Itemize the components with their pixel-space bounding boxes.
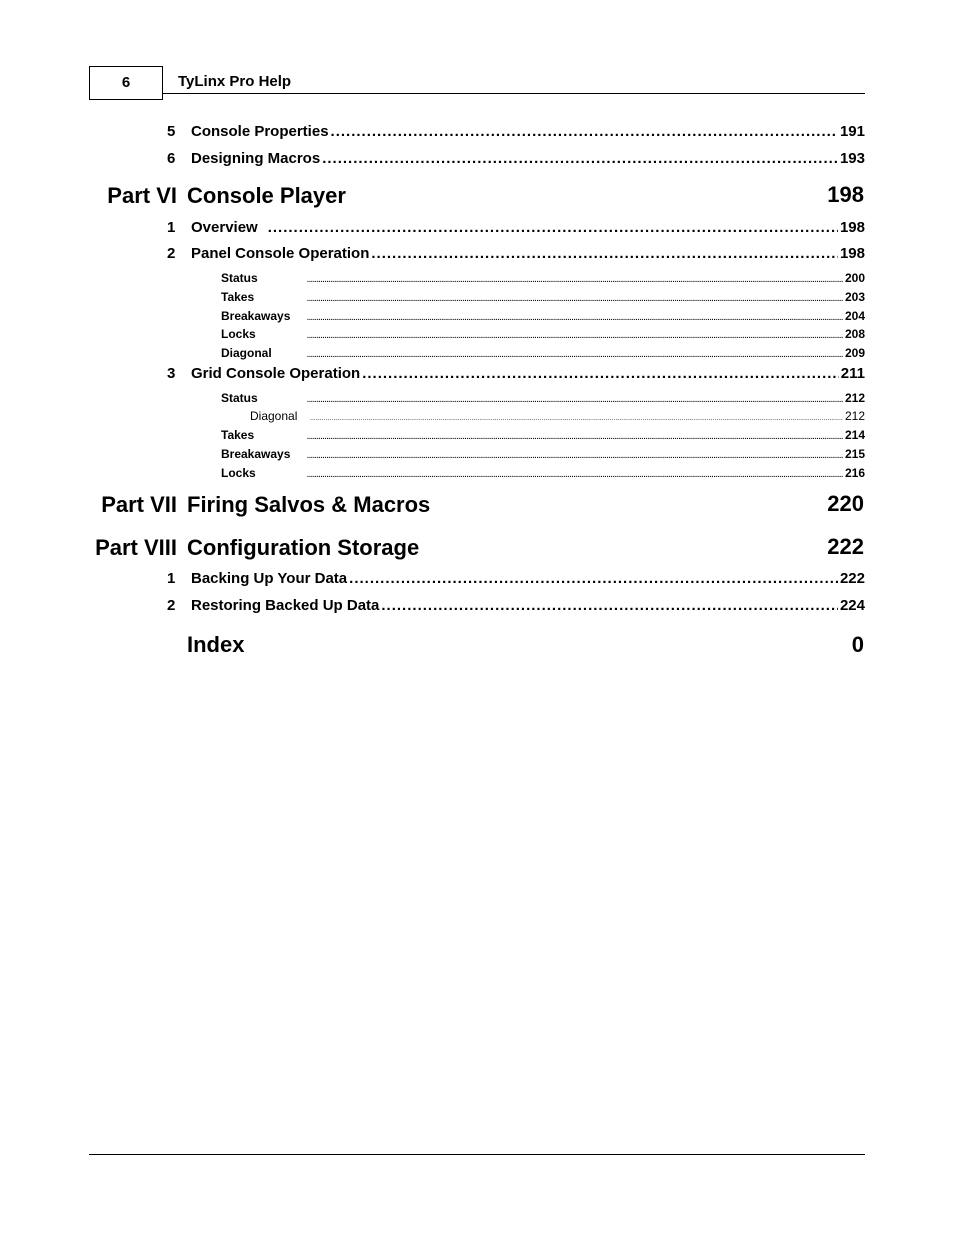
toc-entry[interactable] xyxy=(167,219,865,236)
toc-subentry[interactable] xyxy=(221,309,865,323)
dot-leader xyxy=(349,570,838,587)
dot-leader xyxy=(322,150,838,167)
entry-page: 198 xyxy=(839,219,865,236)
document-title: TyLinx Pro Help xyxy=(178,73,292,90)
dot-leader xyxy=(268,219,838,236)
toc-subentry[interactable] xyxy=(221,466,865,480)
toc-subentry[interactable] xyxy=(221,391,865,405)
dot-leader xyxy=(362,365,839,382)
page-number-box xyxy=(89,66,163,100)
dot-leader xyxy=(307,453,843,460)
toc-subentry[interactable] xyxy=(221,271,865,285)
toc-entry[interactable] xyxy=(167,123,865,140)
subentry-label: Status xyxy=(221,391,258,405)
subentry-label: Status xyxy=(221,271,258,285)
dot-leader xyxy=(307,434,843,441)
dot-leader xyxy=(371,245,838,262)
dot-leader xyxy=(381,597,838,614)
dot-leader xyxy=(307,277,843,284)
toc-entry[interactable] xyxy=(167,570,865,587)
entry-label: Panel Console Operation xyxy=(191,245,370,262)
subentry-page: 216 xyxy=(844,466,865,480)
subentry-label: Breakaways xyxy=(221,309,291,323)
entry-label: Restoring Backed Up Data xyxy=(191,597,380,614)
toc-entry[interactable] xyxy=(167,245,865,262)
entry-number: 6 xyxy=(167,150,176,167)
subentry-label: Takes xyxy=(221,428,255,442)
subentry-page: 209 xyxy=(844,346,865,360)
entry-number: 2 xyxy=(167,597,176,614)
toc-entry[interactable] xyxy=(167,365,865,382)
entry-page: 211 xyxy=(840,365,865,382)
entry-number: 3 xyxy=(167,365,176,382)
index-page: 0 xyxy=(851,632,864,657)
toc-subentry[interactable] xyxy=(221,327,865,341)
subentry-page: 204 xyxy=(844,309,865,323)
entry-number: 1 xyxy=(167,570,176,587)
index-title[interactable]: Index xyxy=(187,632,245,657)
subentry-page: 214 xyxy=(844,428,865,442)
dot-leader xyxy=(310,415,843,422)
toc-subentry[interactable] xyxy=(221,428,865,442)
subentry-page: 215 xyxy=(844,447,865,461)
toc-subentry[interactable] xyxy=(221,447,865,461)
entry-page: 224 xyxy=(839,597,865,614)
part-title[interactable]: Firing Salvos & Macros xyxy=(187,492,431,517)
subentry-label: Breakaways xyxy=(221,447,291,461)
entry-page: 222 xyxy=(839,570,865,587)
dot-leader xyxy=(307,472,843,479)
subentry-page: 203 xyxy=(844,290,865,304)
part-label: Part VII xyxy=(101,492,177,517)
part-page: 222 xyxy=(827,534,864,559)
part-page: 198 xyxy=(827,182,864,207)
subentry-label: Diagonal xyxy=(221,346,272,360)
entry-page: 191 xyxy=(839,123,865,140)
entry-page: 193 xyxy=(839,150,865,167)
entry-label: Overview xyxy=(191,219,258,236)
dot-leader xyxy=(307,333,843,340)
toc-entry[interactable] xyxy=(167,150,865,167)
subsubentry-label: Diagonal xyxy=(250,409,298,423)
dot-leader xyxy=(331,123,838,140)
subentry-page: 212 xyxy=(844,391,865,405)
header-rule xyxy=(163,93,865,94)
entry-label: Backing Up Your Data xyxy=(191,570,348,587)
entry-number: 2 xyxy=(167,245,176,262)
part-title[interactable]: Configuration Storage xyxy=(187,535,420,560)
part-label: Part VIII xyxy=(95,535,177,560)
entry-label: Console Properties xyxy=(191,123,329,140)
entry-label: Grid Console Operation xyxy=(191,365,361,382)
subsubentry-page: 212 xyxy=(844,409,865,423)
part-label: Part VI xyxy=(107,183,177,208)
entry-label: Designing Macros xyxy=(191,150,321,167)
entry-page: 198 xyxy=(839,245,865,262)
toc-subsubentry[interactable] xyxy=(250,409,865,423)
dot-leader xyxy=(307,352,843,359)
subentry-label: Locks xyxy=(221,466,256,480)
subentry-page: 208 xyxy=(844,327,865,341)
toc-entry[interactable] xyxy=(167,597,865,614)
dot-leader xyxy=(307,296,843,303)
dot-leader xyxy=(307,397,843,404)
dot-leader xyxy=(307,315,843,322)
part-page: 220 xyxy=(827,491,864,516)
subentry-page: 200 xyxy=(844,271,865,285)
footer-rule xyxy=(89,1154,865,1155)
subentry-label: Takes xyxy=(221,290,255,304)
entry-number: 1 xyxy=(167,219,176,236)
entry-number: 5 xyxy=(167,123,176,140)
page-number: 6 xyxy=(121,74,131,91)
toc-subentry[interactable] xyxy=(221,346,865,360)
subentry-label: Locks xyxy=(221,327,256,341)
toc-subentry[interactable] xyxy=(221,290,865,304)
part-title[interactable]: Console Player xyxy=(187,183,346,208)
